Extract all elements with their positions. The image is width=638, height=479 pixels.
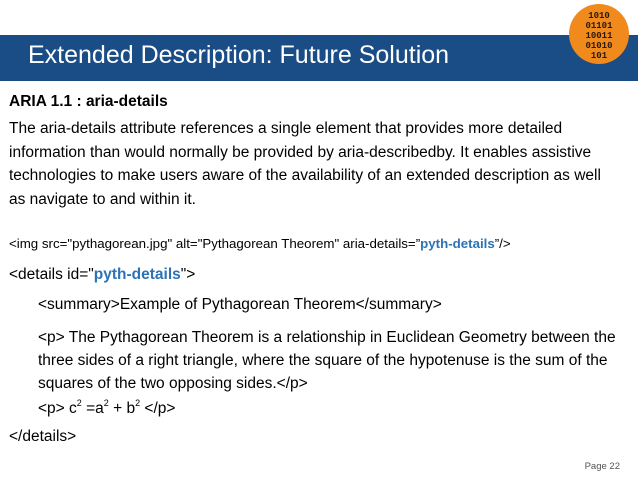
code-img-suffix: ”/> [494, 236, 511, 251]
section-heading: ARIA 1.1 : aria-details [9, 93, 168, 110]
svg-text:10011: 10011 [585, 31, 613, 41]
binary-globe-logo [565, 0, 633, 68]
code-img-prefix: <img src="pythagorean.jpg" alt="Pythagorean Theorem" aria-details=” [9, 236, 421, 251]
svg-text:01010: 01010 [585, 41, 613, 51]
description-paragraph: The aria-details attribute references a single element that provides more detailed information than would normally be provided by aria-describedby. It enables assistive technologies to make users aware of the availability of an extended description as well as navigate to and within it. [9, 120, 601, 208]
code-p2-sup1: 2 [76, 398, 82, 408]
code-p2-line [38, 398, 175, 418]
code-p1-line: <p> The Pythagorean Theorem is a relationship in Euclidean Geometry between the three sides of a right triangle, where the square of the hypotenuse is the sum of the squares of the two opposing sides.</p> [38, 329, 616, 392]
svg-text:101: 101 [590, 51, 608, 61]
slide-title: Extended Description: Future Solution [28, 41, 450, 69]
code-img-highlight: pyth-details [420, 236, 495, 251]
page-number: Page 22 [584, 461, 620, 472]
code-p2-c: + b [108, 400, 136, 417]
code-details-suffix: "> [180, 266, 196, 283]
code-details-prefix: <details id=" [9, 266, 94, 283]
slide-header [0, 0, 638, 81]
svg-text:1010: 1010 [588, 11, 610, 21]
code-details-open-line [9, 266, 195, 284]
svg-text:01101: 01101 [585, 21, 613, 31]
code-img-line [9, 236, 511, 251]
code-p2-sup2: 2 [103, 398, 109, 408]
code-p2-sup3: 2 [135, 398, 141, 408]
code-p2-a: <p> c [38, 400, 77, 417]
code-details-close-line: </details> [9, 428, 77, 445]
code-p2-d: </p> [140, 400, 176, 417]
code-details-highlight: pyth-details [93, 266, 181, 283]
code-p2-b: =a [81, 400, 104, 417]
code-summary-line: <summary>Example of Pythagorean Theorem</summary> [38, 296, 442, 313]
